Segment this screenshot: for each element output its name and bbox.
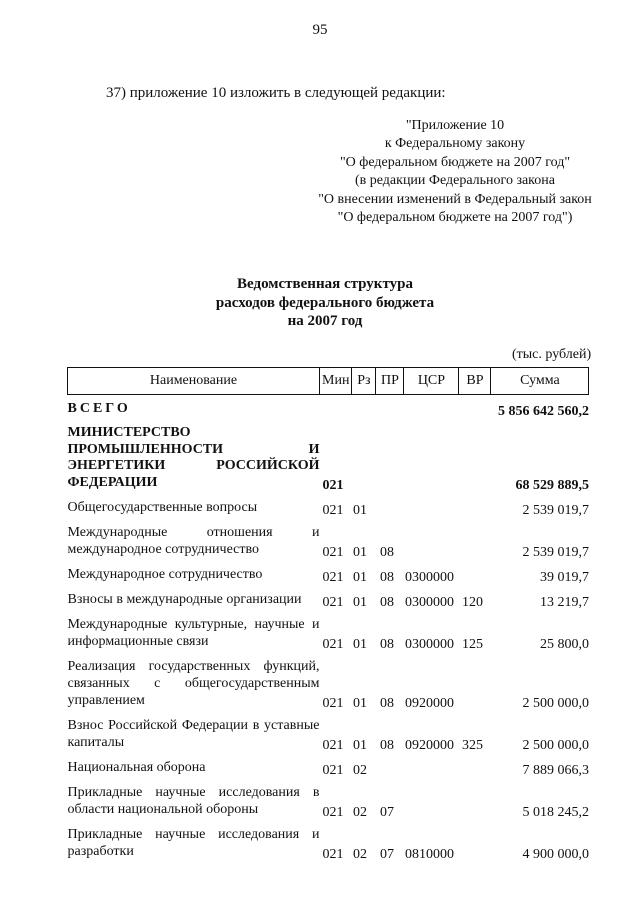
- row-pr: 08: [379, 570, 394, 585]
- row-vr: 325: [461, 738, 483, 753]
- table-row: [68, 779, 589, 821]
- row-csr: 0300000: [404, 637, 454, 652]
- row-rz: 01: [352, 570, 367, 585]
- row-min: 021: [322, 763, 344, 778]
- table-header-row: [68, 368, 589, 395]
- row-csr: [404, 754, 459, 779]
- header-rz: Рз: [352, 368, 376, 395]
- row-sum: 7 889 066,3: [522, 763, 589, 778]
- header-csr: ЦСР: [404, 368, 459, 395]
- title-line: Ведомственная структура: [237, 276, 413, 292]
- row-vr: [459, 494, 491, 519]
- total-sum: 5 856 642 560,2: [497, 404, 589, 419]
- annex-line: "О федеральном бюджете на 2007 год": [339, 154, 571, 170]
- row-pr: 08: [379, 637, 394, 652]
- row-vr: [459, 754, 491, 779]
- annex-line: (в редакции Федерального закона: [355, 173, 555, 189]
- row-sum: 2 539 019,7: [522, 545, 589, 560]
- row-pr: [376, 754, 404, 779]
- row-csr: [404, 779, 459, 821]
- row-pr: 08: [379, 738, 394, 753]
- table-row: [68, 821, 589, 863]
- row-name: Прикладные научные исследования и разработки: [67, 827, 320, 859]
- row-sum: 4 900 000,0: [522, 847, 589, 862]
- row-sum: 2 500 000,0: [522, 738, 589, 753]
- table-row: [68, 586, 589, 611]
- row-vr: 125: [461, 637, 483, 652]
- ministry-name-word: ПРОМЫШЛЕННОСТИ: [67, 441, 224, 457]
- ministry-name-word: МИНИСТЕРСТВО: [67, 425, 191, 440]
- row-rz: 02: [352, 805, 367, 820]
- row-vr: [459, 561, 491, 586]
- row-vr: [459, 779, 491, 821]
- header-sum: Сумма: [491, 368, 589, 395]
- annex-line: "О федеральном бюджете на 2007 год"): [337, 210, 573, 226]
- row-sum: 2 500 000,0: [522, 696, 589, 711]
- title-line: расходов федерального бюджета: [215, 294, 435, 311]
- annex-header: [300, 117, 610, 227]
- ministry-name-line: [68, 425, 320, 442]
- annex-line: "О внесении изменений в Федеральный закон: [318, 191, 592, 207]
- row-name: Международное сотрудничество: [67, 567, 263, 582]
- row-vr: 120: [461, 595, 483, 610]
- row-csr: 0920000: [404, 696, 454, 711]
- row-name: Национальная оборона: [67, 760, 206, 775]
- row-min: 021: [322, 637, 344, 652]
- row-sum: 13 219,7: [539, 595, 589, 610]
- row-rz: 01: [352, 738, 367, 753]
- table-row: [68, 712, 589, 754]
- row-rz: 02: [352, 763, 367, 778]
- ministry-name-line: [68, 442, 320, 459]
- amendment-text: 37) приложение 10 изложить в следующей редакции:: [106, 85, 446, 101]
- row-min: 021: [322, 805, 344, 820]
- header-name: Наименование: [68, 368, 320, 395]
- units-label: (тыс. рублей): [512, 347, 592, 362]
- budget-table: [67, 367, 589, 863]
- row-min: 021: [322, 503, 344, 518]
- row-min: 021: [322, 696, 344, 711]
- ministry-sum: 68 529 889,5: [515, 478, 589, 493]
- ministry-name-word: ЭНЕРГЕТИКИ: [67, 458, 166, 473]
- table-row: [68, 519, 589, 561]
- header-vr: ВР: [459, 368, 491, 395]
- row-min: 021: [322, 738, 344, 753]
- header-pr: ПР: [376, 368, 404, 395]
- row-pr: 08: [379, 595, 394, 610]
- row-vr: [459, 821, 491, 863]
- ministry-row: [68, 420, 589, 494]
- row-rz: 01: [352, 637, 367, 652]
- row-name: Реализация государственных функций, связанных с общегосударственным управлением: [67, 659, 320, 708]
- title-line: на 2007 год: [287, 313, 363, 329]
- row-rz: 02: [352, 847, 367, 862]
- row-pr: 08: [379, 545, 394, 560]
- ministry-name-line: [68, 475, 320, 492]
- table-row: [68, 561, 589, 586]
- row-rz: 01: [352, 696, 367, 711]
- row-name: Международные культурные, научные и информационные связи: [67, 617, 320, 649]
- row-sum: 5 018 245,2: [522, 805, 589, 820]
- table-row: [68, 611, 589, 653]
- row-name: Взносы в международные организации: [67, 592, 302, 607]
- row-sum: 25 800,0: [539, 637, 589, 652]
- annex-line: "Приложение 10: [405, 118, 505, 133]
- row-vr: [459, 653, 491, 712]
- row-sum: 2 539 019,7: [522, 503, 589, 518]
- row-pr: 07: [379, 847, 394, 862]
- row-rz: 01: [352, 503, 367, 518]
- table-row: [68, 754, 589, 779]
- ministry-name-word: РОССИЙСКОЙ: [216, 458, 320, 473]
- document-title: [140, 275, 510, 331]
- total-label: ВСЕГО: [67, 401, 131, 416]
- row-min: 021: [322, 545, 344, 560]
- page-number: 95: [312, 22, 328, 38]
- row-min: 021: [322, 570, 344, 585]
- ministry-min: 021: [322, 478, 344, 493]
- row-name: Прикладные научные исследования в области национальной обороны: [67, 785, 320, 817]
- row-name: Международные отношения и международное сотрудничество: [67, 525, 320, 557]
- annex-line: к Федеральному закону: [384, 136, 526, 152]
- row-vr: [459, 519, 491, 561]
- row-pr: 08: [379, 696, 394, 711]
- row-pr: 07: [379, 805, 394, 820]
- row-csr: 0300000: [404, 570, 454, 585]
- row-name: Взнос Российской Федерации в уставные капиталы: [67, 718, 320, 750]
- row-csr: 0920000: [404, 738, 454, 753]
- table-row: [68, 494, 589, 519]
- ministry-name-line: [68, 458, 320, 475]
- header-min: Мин: [320, 368, 352, 395]
- ministry-name: [68, 420, 320, 494]
- row-name: Общегосударственные вопросы: [67, 500, 258, 515]
- row-min: 021: [322, 595, 344, 610]
- row-sum: 39 019,7: [539, 570, 589, 585]
- row-csr: 0810000: [404, 847, 454, 862]
- row-csr: 0300000: [404, 595, 454, 610]
- row-rz: 01: [352, 545, 367, 560]
- row-csr: [404, 494, 459, 519]
- ministry-name-word: И: [308, 441, 320, 457]
- table-row: [68, 653, 589, 712]
- row-min: 021: [322, 847, 344, 862]
- row-pr: [376, 494, 404, 519]
- total-row: [68, 395, 589, 421]
- row-csr: [404, 519, 459, 561]
- row-rz: 01: [352, 595, 367, 610]
- ministry-name-word: ФЕДЕРАЦИИ: [67, 474, 158, 490]
